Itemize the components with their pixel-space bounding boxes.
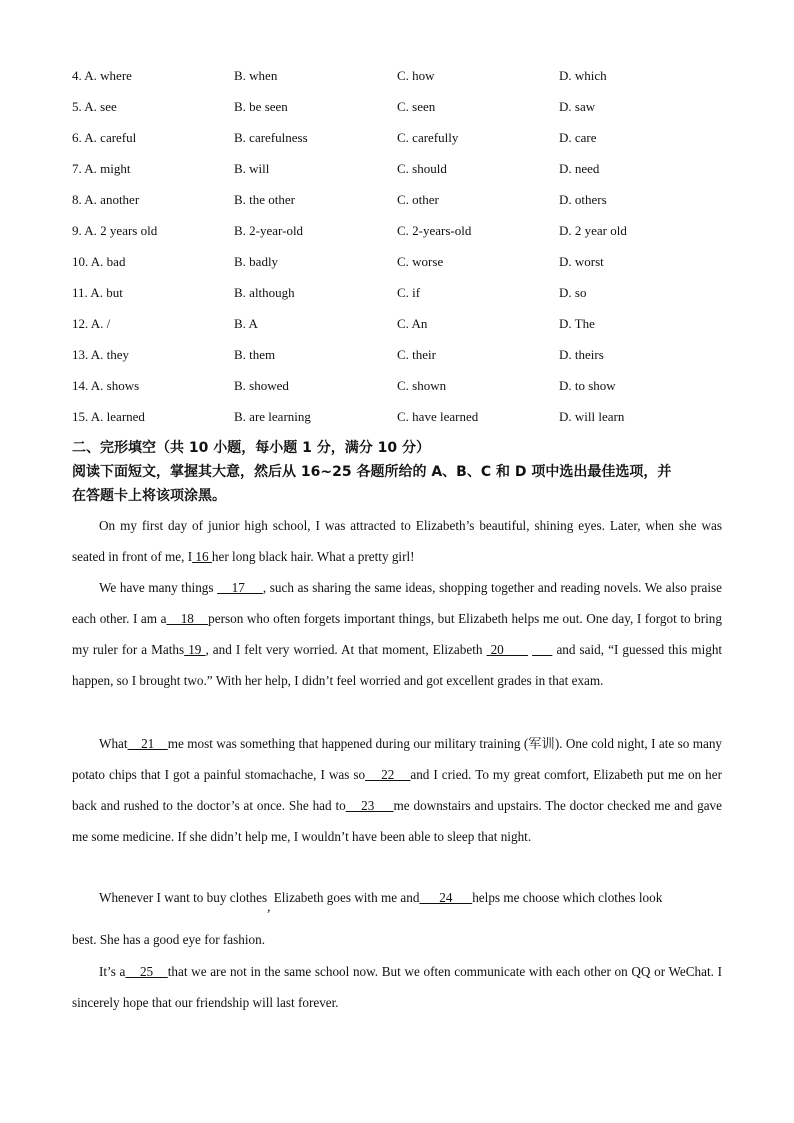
option-b: B. although bbox=[234, 285, 295, 300]
option-a: 5. A. see bbox=[72, 99, 117, 114]
option-b: B. 2-year-old bbox=[234, 223, 304, 238]
option-c: C. how bbox=[397, 68, 435, 83]
question-option-row bbox=[72, 347, 732, 367]
option-d: D. so bbox=[559, 285, 587, 300]
option-b: B. will bbox=[234, 161, 270, 176]
option-c: C. their bbox=[397, 347, 436, 362]
section-instruction-line-1: 阅读下面短文，掌握其大意，然后从 16~25 各题所给的 A、B、C 和 D 项中选出最佳选项，并 bbox=[72, 464, 672, 480]
option-b: B. the other bbox=[234, 192, 296, 207]
option-b: B. be seen bbox=[234, 99, 288, 114]
option-c: C. other bbox=[397, 192, 439, 207]
option-a: 7. A. might bbox=[72, 161, 131, 176]
question-option-row bbox=[72, 130, 732, 150]
question-option-row bbox=[72, 192, 732, 212]
option-a: 9. A. 2 years old bbox=[72, 223, 158, 238]
passage-text: and I cried. To my great comfort, Elizabeth put me on her back and rushed to the doctor’s at once. She had to bbox=[72, 767, 723, 813]
section-title: 二、完形填空（共 10 小题，每小题 1 分，满分 10 分） bbox=[72, 440, 430, 456]
option-c: C. carefully bbox=[397, 130, 459, 145]
option-c: C. have learned bbox=[397, 409, 479, 424]
blank-19: 19 bbox=[184, 642, 206, 657]
question-option-row bbox=[72, 378, 732, 398]
option-b: B. are learning bbox=[234, 409, 311, 424]
option-b: B. them bbox=[234, 347, 276, 362]
comma-mark: , bbox=[267, 899, 271, 914]
passage-paragraph-5 bbox=[72, 956, 722, 1018]
option-c: C. if bbox=[397, 285, 421, 300]
blank-18: 18 bbox=[166, 611, 209, 626]
option-a: 15. A. learned bbox=[72, 409, 145, 424]
option-b: B. badly bbox=[234, 254, 279, 269]
question-option-row bbox=[72, 254, 732, 274]
question-option-row bbox=[72, 316, 732, 336]
blank-25: 25 bbox=[125, 964, 168, 979]
option-d: D. will learn bbox=[559, 409, 625, 424]
blank-17: 17 bbox=[217, 580, 263, 595]
option-d: D. worst bbox=[559, 254, 604, 269]
passage-text: and said, “I guessed this might happen, so I brought two.” With her help, I didn’t feel worried and got excellent grades in that exam. bbox=[72, 642, 723, 688]
option-d: D. others bbox=[559, 192, 607, 207]
option-d: D. The bbox=[559, 316, 595, 331]
passage-text: , and I felt very worried. At that moment, Elizabeth bbox=[205, 642, 483, 657]
option-d: D. 2 year old bbox=[559, 223, 627, 238]
option-c: C. shown bbox=[397, 378, 447, 393]
option-b: B. showed bbox=[234, 378, 289, 393]
option-b: B. carefulness bbox=[234, 130, 308, 145]
option-a: 8. A. another bbox=[72, 192, 140, 207]
passage-text: We have many things bbox=[99, 580, 214, 595]
option-d: D. care bbox=[559, 130, 597, 145]
blank-23: 23 bbox=[345, 798, 394, 813]
question-option-row bbox=[72, 68, 732, 88]
blank-20: 20 bbox=[486, 642, 529, 657]
passage-text: helps me choose which clothes look bbox=[472, 890, 663, 905]
passage-text: Whenever I want to buy clothes bbox=[99, 890, 268, 905]
passage-text: It’s a bbox=[99, 964, 126, 979]
option-a: 13. A. they bbox=[72, 347, 130, 362]
option-c: C. seen bbox=[397, 99, 436, 114]
option-a: 6. A. careful bbox=[72, 130, 137, 145]
blank-22: 22 bbox=[365, 767, 411, 782]
passage-text: On my first day of junior high school, I was attracted to Elizabeth’s beautiful, shining eyes. Later, when she was seated in front of me, I bbox=[72, 518, 722, 564]
question-option-row bbox=[72, 285, 732, 305]
section-instruction-line-2: 在答题卡上将该项涂黑。 bbox=[72, 488, 226, 504]
option-a: 14. A. shows bbox=[72, 378, 140, 393]
question-option-row bbox=[72, 161, 732, 181]
blank-20-extension bbox=[532, 642, 552, 657]
option-d: D. saw bbox=[559, 99, 596, 114]
option-b: B. when bbox=[234, 68, 278, 83]
passage-text: me downstairs and upstairs. The doctor checked me and gave me some medicine. If she didn’t help me, I wouldn’t have been able to sleep that night. bbox=[72, 798, 722, 844]
option-a: 12. A. / bbox=[72, 316, 111, 331]
option-d: D. which bbox=[559, 68, 607, 83]
option-a: 10. A. bad bbox=[72, 254, 126, 269]
passage-paragraph-4-line-2: best. She has a good eye for fashion. bbox=[72, 932, 266, 947]
passage-text: Elizabeth goes with me and bbox=[270, 890, 420, 905]
option-c: C. 2-years-old bbox=[397, 223, 472, 238]
option-a: 4. A. where bbox=[72, 68, 132, 83]
question-option-row bbox=[72, 409, 732, 429]
option-b: B. A bbox=[234, 316, 258, 331]
option-c: C. An bbox=[397, 316, 428, 331]
passage-text: her long black hair. What a pretty girl! bbox=[211, 549, 415, 564]
blank-21: 21 bbox=[127, 736, 168, 751]
passage-text: What bbox=[99, 736, 128, 751]
passage-paragraph-2 bbox=[72, 572, 722, 696]
passage-text: , such as sharing the same ideas, shopping together and reading novels. We also praise each other. I am a bbox=[72, 580, 723, 626]
option-d: D. theirs bbox=[559, 347, 604, 362]
passage-paragraph-3 bbox=[72, 728, 722, 852]
passage-text: that we are not in the same school now. But we often communicate with each other on QQ or WeChat. I sincerely hope that our friendship will last forever. bbox=[72, 964, 722, 1010]
blank-16: 16 bbox=[192, 549, 212, 564]
passage-text: person who often forgets important things, but Elizabeth helps me out. One day, I forgot to bring my ruler for a Maths bbox=[72, 611, 722, 657]
option-d: D. need bbox=[559, 161, 600, 176]
passage-paragraph-1 bbox=[72, 510, 722, 572]
option-a: 11. A. but bbox=[72, 285, 123, 300]
question-option-row bbox=[72, 99, 732, 119]
option-c: C. should bbox=[397, 161, 447, 176]
passage-text: me most was something that happened during our military training (军训). One cold night, I ate so many potato chips that I got a painful stomachache, I was so bbox=[72, 736, 723, 782]
passage-paragraph-4-line-1 bbox=[72, 890, 663, 914]
option-c: C. worse bbox=[397, 254, 444, 269]
blank-24: 24 bbox=[419, 890, 473, 905]
question-option-row bbox=[72, 223, 732, 243]
option-d: D. to show bbox=[559, 378, 616, 393]
